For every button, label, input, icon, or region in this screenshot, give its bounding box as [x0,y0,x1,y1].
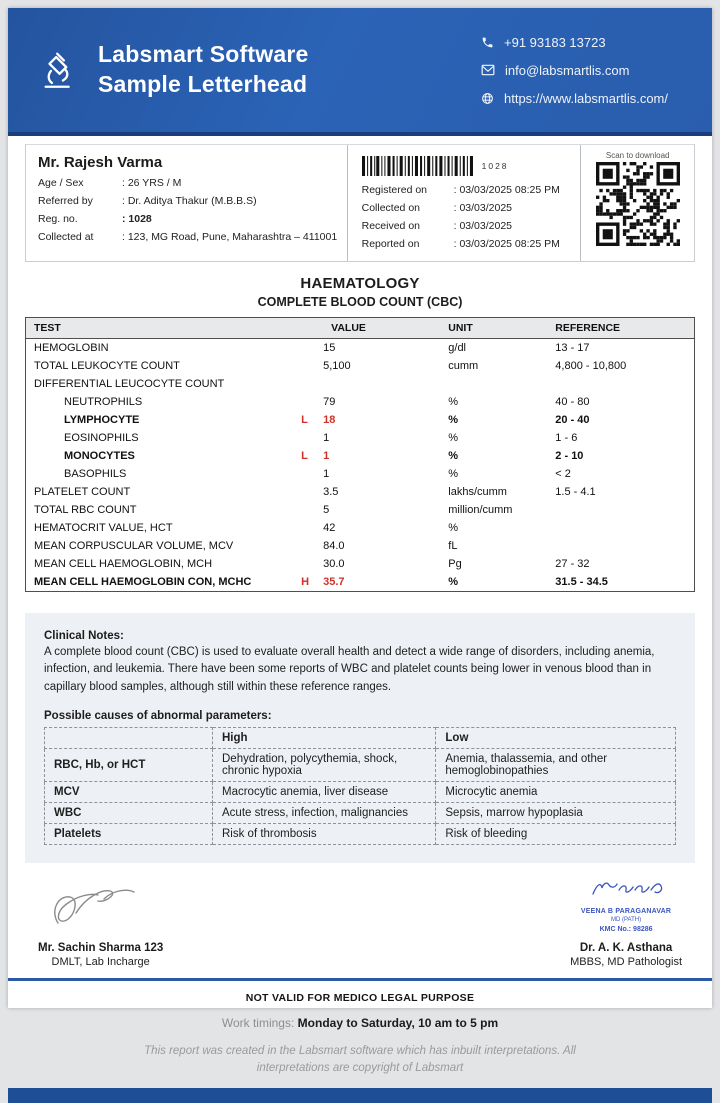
test-name: MEAN CELL HAEMOGLOBIN, MCH [34,558,213,571]
test-name: NEUTROPHILS [64,396,143,409]
globe-icon [481,92,494,105]
registration-details [347,145,581,261]
test-unit: fL [448,540,458,553]
causes-low: Risk of bleeding [436,823,676,844]
test-reference: 27 - 32 [555,558,590,571]
stamp-kmc-number: KMC No.: 98286 [599,925,653,933]
registration-field-row [362,235,571,253]
footer-bar [8,1088,712,1103]
field-value: : 03/03/2025 08:25 PM [453,238,560,251]
result-group-row [26,375,695,393]
report-page [8,8,712,1074]
field-label: Age / Sex [38,177,84,189]
barcode [362,156,474,176]
test-value: 5 [323,504,330,517]
stamp-degree: MD (PATH) [611,917,642,924]
patient-details [26,145,347,261]
test-value-cell [293,519,440,537]
email-address: info@labsmartlis.com [505,62,630,78]
test-value-cell [293,375,440,393]
test-value-cell [293,537,440,555]
phone-icon [481,36,494,49]
test-name: HEMOGLOBIN [34,342,109,355]
patient-field-row [38,174,337,192]
contact-block [481,35,668,106]
patient-field-row [38,228,337,246]
result-row [26,537,695,555]
pathologist-stamp [570,878,682,934]
field-value: : 123, MG Road, Pune, Maharashtra – 411001 [122,231,338,244]
result-row [26,483,695,501]
test-value: 3.5 [323,486,339,499]
test-value-cell [293,447,440,465]
qr-caption: Scan to download [605,151,670,160]
test-value-cell [293,465,440,483]
registration-field-row [362,199,571,217]
microscope-icon [38,47,84,93]
field-value: : 26 YRS / M [122,177,182,189]
field-label: Received on [361,220,420,233]
report-footer [8,968,712,1103]
causes-column-blank [45,727,213,748]
test-reference [547,537,694,555]
field-label: Collected at [38,231,94,244]
registration-field-row [362,217,571,235]
causes-low: Microcytic anemia [436,781,676,802]
notes-panel [25,613,695,863]
results-table [25,317,695,592]
legal-notice: NOT VALID FOR MEDICO LEGAL PURPOSE [245,991,475,1004]
pathologist-signatory [570,878,682,968]
test-value: 79 [323,396,336,409]
patient-info-panel [25,144,695,262]
field-label: Reg. no. [38,213,78,226]
test-name: MONOCYTES [64,450,135,463]
test-name: DIFFERENTIAL LEUCOCYTE COUNT [34,378,225,391]
test-value: 1 [323,432,330,445]
test-name: TOTAL LEUKOCYTE COUNT [34,360,180,373]
website-url: https://www.labsmartlis.com/ [504,90,668,106]
causes-high: Acute stress, infection, malignancies [213,802,436,823]
phone-number: +91 93183 13723 [504,34,606,50]
field-value: : 03/03/2025 08:25 PM [453,184,560,196]
causes-column-high: High [213,727,436,748]
patient-field-row [38,210,337,228]
test-unit: % [448,576,459,589]
test-reference [547,519,694,537]
abnormal-flag: L [301,450,308,463]
causes-parameter: WBC [45,802,213,823]
test-value-cell [293,411,440,429]
causes-low: Sepsis, marrow hypoplasia [436,802,676,823]
signature-section [38,877,682,968]
contact-phone-row [481,35,668,50]
test-value: 30.0 [323,558,345,571]
test-reference: 13 - 17 [555,342,590,355]
test-reference: 31.5 - 34.5 [555,576,608,589]
causes-high: Dehydration, polycythemia, shock, chronic hypoxia [213,748,436,781]
brand-line2: Sample Letterhead [98,71,308,97]
qr-code [596,162,680,246]
patient-field-row [38,192,337,210]
test-reference: 1.5 - 4.1 [555,486,596,499]
contact-email-row [481,63,668,78]
result-row [26,393,695,411]
test-value: 15 [323,342,336,355]
test-name: MEAN CORPUSCULAR VOLUME, MCV [34,540,234,553]
causes-low: Anemia, thalassemia, and other hemoglobinopathies [436,748,676,781]
test-reference [547,501,694,519]
field-label: Registered on [361,184,427,196]
result-row [26,519,695,537]
contact-website-row [481,91,668,106]
clinical-notes-body: A complete blood count (CBC) is used to evaluate overall health and detect a wide range of disorders, including anemia, infection, and leukemia. There have been some reports of WBC and platelet counts being lower in venous blood than in capillary blood samples, although still within these reference ranges. [44,646,655,693]
test-value: 35.7 [323,576,345,589]
lab-incharge-signature-image [42,877,142,935]
test-unit: % [448,468,459,481]
section-title: HAEMATOLOGY [300,275,420,293]
causes-parameter: Platelets [45,823,213,844]
result-row [26,429,695,447]
test-unit: million/cumm [448,504,513,517]
test-value-cell [293,429,440,447]
field-value: : 03/03/2025 [453,220,513,233]
causes-row [45,802,676,823]
test-name: BASOPHILS [64,468,127,481]
column-unit: UNIT [440,318,547,339]
test-unit: lakhs/cumm [448,486,507,499]
registration-field-row [362,181,571,199]
column-value: VALUE [293,318,440,339]
result-row [26,555,695,573]
test-value: 5,100 [323,360,351,373]
patient-name: Mr. Rajesh Varma [38,154,163,171]
pathologist-title: MBBS, MD Pathologist [570,955,682,968]
test-value-cell [293,573,440,592]
qr-section [580,145,694,261]
test-value-cell [293,357,440,375]
lab-incharge-title: DMLT, Lab Incharge [51,955,150,968]
test-name: LYMPHOCYTE [64,414,140,427]
test-reference: 4,800 - 10,800 [555,360,627,373]
lab-incharge-name: Mr. Sachin Sharma 123 [38,941,164,954]
causes-row [45,748,676,781]
result-row [26,357,695,375]
field-value: : Dr. Aditya Thakur (M.B.B.S) [122,195,257,208]
barcode-row [362,156,571,176]
barcode-number: 1028 [481,161,509,171]
causes-header-row [45,727,676,748]
causes-table [44,727,676,845]
work-timings [8,1016,712,1030]
causes-row [45,823,676,844]
test-value: 42 [323,522,336,535]
letterhead [8,8,712,136]
causes-high: Macrocytic anemia, liver disease [213,781,436,802]
test-value: 1 [323,468,330,481]
test-unit: g/dl [448,342,467,355]
test-value-cell [293,501,440,519]
field-label: Reported on [361,238,420,251]
result-row [26,411,695,429]
disclaimer-text: This report was created in the Labsmart software which has inbuilt interpretations. All interpretations are copyright of Labsmart [144,1044,576,1074]
causes-parameter: MCV [45,781,213,802]
pathologist-signature-image [587,878,665,900]
causes-high: Risk of thrombosis [213,823,436,844]
test-unit: % [448,432,459,445]
column-reference: REFERENCE [547,318,694,339]
result-row [26,447,695,465]
test-value-cell [293,555,440,573]
clinical-notes-title: Clinical Notes: [44,630,124,643]
test-name: EOSINOPHILS [64,432,139,445]
test-value: 18 [323,414,336,427]
work-timings-value: Monday to Saturday, 10 am to 5 pm [297,1015,499,1030]
test-reference: 40 - 80 [555,396,590,409]
brand-line1: Labsmart Software [98,41,309,68]
test-title: COMPLETE BLOOD COUNT (CBC) [257,295,463,310]
test-value: 1 [323,450,330,463]
test-reference: 20 - 40 [555,414,590,427]
causes-row [45,781,676,802]
test-unit [440,375,547,393]
field-value: : 03/03/2025 [453,202,513,215]
brand [38,40,308,100]
field-label: Referred by [38,195,93,208]
test-name: TOTAL RBC COUNT [34,504,137,517]
registration-fields [362,181,571,253]
abnormal-flag: H [301,576,310,589]
test-reference: 1 - 6 [555,432,578,445]
footer-divider [8,978,712,981]
results-header-row [26,318,695,339]
test-unit: % [448,396,459,409]
field-value: : 1028 [122,213,152,226]
test-unit: cumm [448,360,479,373]
test-value-cell [293,393,440,411]
test-name: PLATELET COUNT [34,486,131,499]
patient-fields [38,174,337,246]
test-name: HEMATOCRIT VALUE, HCT [34,522,173,535]
causes-parameter: RBC, Hb, or HCT [45,748,213,781]
email-icon [481,64,495,76]
result-row [26,501,695,519]
result-row [26,573,695,592]
test-value-cell [293,483,440,501]
field-label: Collected on [361,202,420,215]
abnormal-flag: L [301,414,308,427]
test-value-cell [293,339,440,358]
result-row [26,339,695,358]
test-reference: < 2 [555,468,571,481]
abnormal-causes-title: Possible causes of abnormal parameters: [44,709,272,722]
column-test: TEST [26,318,294,339]
test-value: 84.0 [323,540,345,553]
test-name: MEAN CELL HAEMOGLOBIN CON, MCHC [34,576,252,589]
test-unit: % [448,414,459,427]
test-unit: % [448,450,459,463]
test-unit: % [448,522,459,535]
brand-text [98,40,308,100]
pathologist-name: Dr. A. K. Asthana [579,941,673,954]
stamp-name: VEENA B PARAGANAVAR [580,907,672,915]
test-reference [547,375,694,393]
causes-column-low: Low [436,727,676,748]
lab-incharge-signatory [38,877,163,968]
test-unit: Pg [448,558,462,571]
test-reference: 2 - 10 [555,450,584,463]
result-row [26,465,695,483]
work-timings-label: Work timings: [221,1015,295,1030]
